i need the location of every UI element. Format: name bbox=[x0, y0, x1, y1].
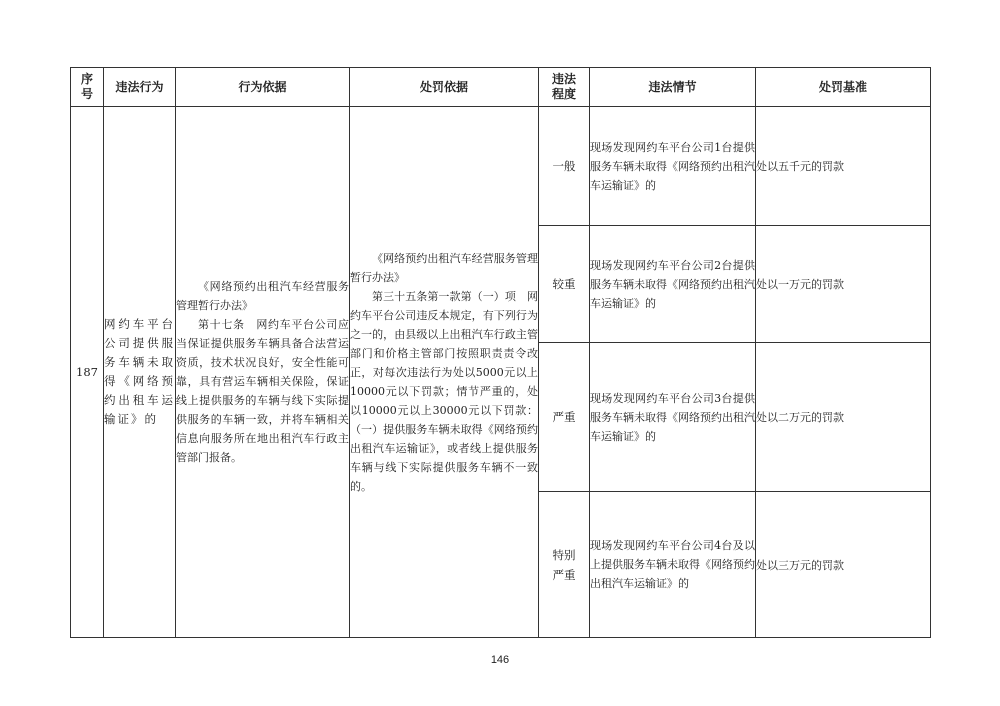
penalty-basis-title: 《网络预约出租汽车经营服务管理暂行办法》 bbox=[350, 251, 538, 284]
header-penalty-basis: 处罚依据 bbox=[350, 68, 539, 107]
header-seq: 序号 bbox=[71, 68, 104, 107]
violation-act-text: 网约车平台公司提供服务车辆未取得《网络预约出租车运输证》的 bbox=[104, 317, 175, 426]
circumstance-cell bbox=[590, 226, 756, 343]
legal-basis-text: 第十七条 网约车平台公司应当保证提供服务车辆具备合法营运资质，技术状况良好，安全性能可靠，具有营运车辆相关保险，保证线上提供服务的车辆与线下实际提供服务的车辆一致，并将车辆相关信息向服务所在地出租汽车行政主管部门报备。 bbox=[176, 318, 349, 464]
circumstance-cell bbox=[590, 343, 756, 492]
circumstance-text: 现场发现网约车平台公司1台提供服务车辆未取得《网络预约出租汽车运输证》的 bbox=[590, 140, 755, 192]
penalty-basis-text: 第三十五条第一款第（一）项 网约车平台公司违反本规定，有下列行为之一的，由县级以上出租汽车行政主管部门和价格主管部门按照职责责令改正，对每次违法行为处以5000元以上10000元以下罚款；情节严重的，处以10000元以上30000元以下罚款：（一）提供服务车辆未取得《网络预约出租汽车运输证》，或者线上提供服务车辆与线下实际提供服务车辆不一致的。 bbox=[350, 289, 538, 493]
standard-cell: 处以五千元的罚款 bbox=[756, 107, 931, 226]
header-circumstance: 违法情节 bbox=[590, 68, 756, 107]
header-act: 违法行为 bbox=[104, 68, 176, 107]
header-basis: 行为依据 bbox=[176, 68, 350, 107]
standard-cell: 处以一万元的罚款 bbox=[756, 226, 931, 343]
header-row bbox=[71, 68, 931, 107]
header-standard: 处罚基准 bbox=[756, 68, 931, 107]
legal-basis-title: 《网络预约出租汽车经营服务管理暂行办法》 bbox=[176, 280, 349, 312]
degree-text: 特别严重 bbox=[552, 547, 576, 582]
table-row bbox=[71, 107, 931, 226]
penalty-standard-table bbox=[70, 67, 931, 638]
circumstance-cell bbox=[590, 107, 756, 226]
page-number: 146 bbox=[490, 654, 510, 666]
violation-act-cell bbox=[104, 107, 176, 638]
degree-cell: 一般 bbox=[539, 107, 590, 226]
header-degree: 违法程度 bbox=[539, 68, 590, 107]
row-seq: 187 bbox=[71, 107, 104, 638]
circumstance-text: 现场发现网约车平台公司2台提供服务车辆未取得《网络预约出租汽车运输证》的 bbox=[590, 258, 755, 310]
circumstance-cell bbox=[590, 492, 756, 638]
standard-cell: 处以三万元的罚款 bbox=[756, 492, 931, 638]
degree-cell: 严重 bbox=[539, 343, 590, 492]
standard-cell: 处以二万元的罚款 bbox=[756, 343, 931, 492]
penalty-basis-cell bbox=[350, 107, 539, 638]
circumstance-text: 现场发现网约车平台公司3台提供服务车辆未取得《网络预约出租汽车运输证》的 bbox=[590, 391, 755, 443]
legal-basis-cell bbox=[176, 107, 350, 638]
degree-cell bbox=[539, 492, 590, 638]
circumstance-text: 现场发现网约车平台公司4台及以上提供服务车辆未取得《网络预约出租汽车运输证》的 bbox=[590, 539, 755, 590]
degree-cell: 较重 bbox=[539, 226, 590, 343]
